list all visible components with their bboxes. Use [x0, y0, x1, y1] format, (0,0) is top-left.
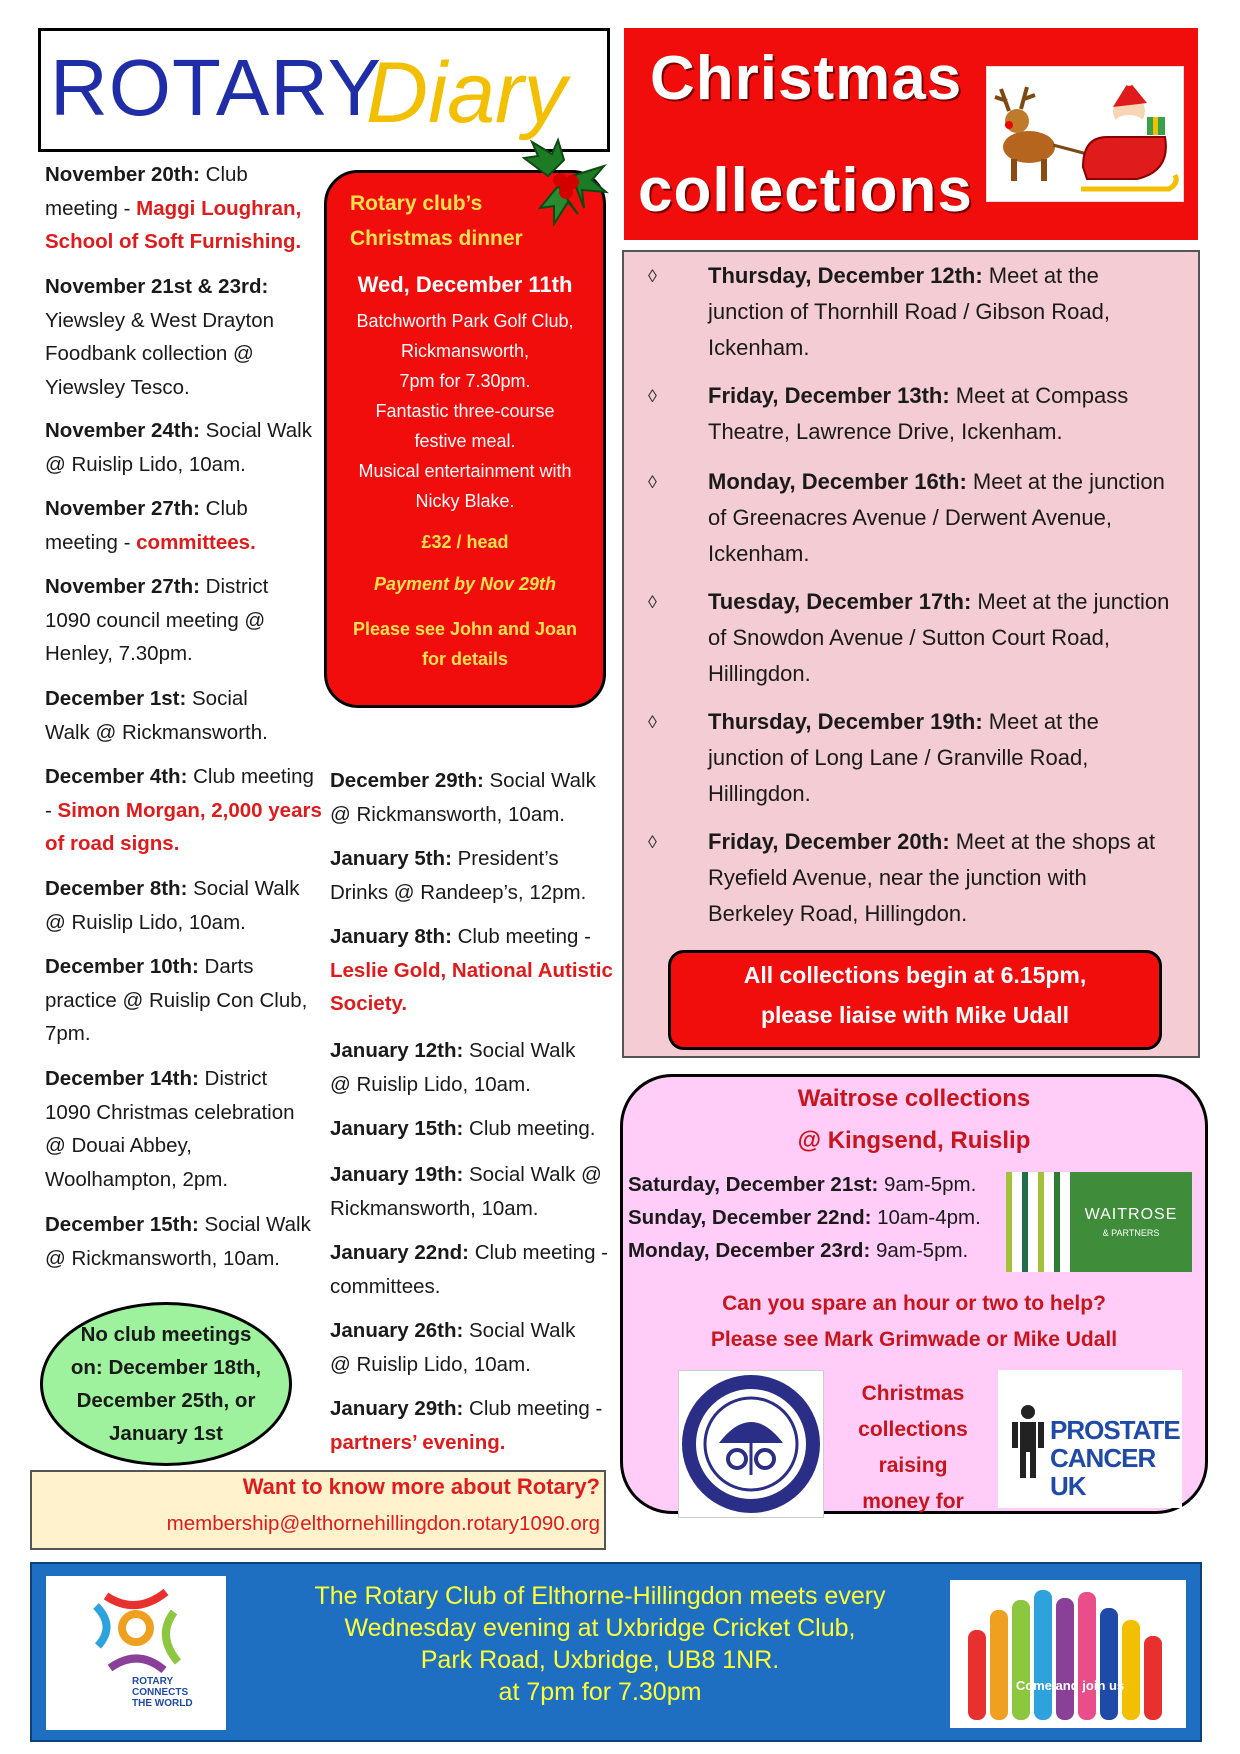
waitrose-logo — [1006, 1172, 1192, 1272]
diary-entry: December 29th: Social Walk @ Rickmansworth, 10am. — [330, 769, 596, 826]
prostate-logo-text: PROSTATE CANCER UK — [1050, 1415, 1180, 1501]
bullet-icon: ◊ — [648, 266, 657, 286]
man-figure-icon — [1010, 1404, 1046, 1480]
diary-entry: December 8th: Social Walk @ Ruislip Lido, 10am. — [45, 877, 300, 934]
collections-notice-line: All collections begin at 6.15pm, — [743, 962, 1087, 988]
diary-entry: January 29th: Club meeting - partners’ evening. — [330, 1397, 603, 1454]
hands-icon — [950, 1580, 1186, 1728]
info-question: Want to know more about Rotary? — [242, 1474, 600, 1499]
diary-entry: December 10th: Darts practice @ Ruislip Con Club, 7pm. — [45, 955, 308, 1045]
collections-title: collections — [638, 156, 973, 225]
dinner-payment: Payment by Nov 29th — [373, 574, 557, 594]
collections-title: Christmas — [650, 44, 963, 113]
diary-entry: December 4th: Club meeting - Simon Morgan, 2,000 years of road signs. — [45, 765, 322, 855]
santa-sleigh-icon — [987, 67, 1183, 201]
diary-entry: November 24th: Social Walk @ Ruislip Lido, 10am. — [45, 419, 312, 476]
waitrose-logo-subtext: & PARTNERS — [1102, 1228, 1160, 1238]
holly-icon — [518, 136, 610, 226]
raising-money-text: Christmas collections raising money for — [858, 1382, 968, 1513]
sobell-hospice-logo — [678, 1370, 824, 1518]
bullet-icon: ◊ — [648, 832, 657, 852]
title-diary: Diary — [366, 45, 567, 141]
rotary-connects-logo — [46, 1576, 226, 1730]
diary-entry: January 22nd: Club meeting - committees. — [330, 1241, 609, 1298]
rotary-logo-text: ROTARY CONNECTS THE WORLD — [132, 1676, 193, 1709]
collection-item: Thursday, December 19th: Meet at the junction of Long Lane / Granville Road, Hillingdon. — [708, 709, 1099, 806]
diary-entry: November 27th: Club meeting - committees. — [45, 497, 256, 554]
footer-text: The Rotary Club of Elthorne-Hillingdon meets every Wednesday evening at Uxbridge Cricket Club, Park Road, Uxbridge, UB8 1NR. at 7pm for 7.30pm — [314, 1582, 886, 1706]
diary-entry: November 21st & 23rd: Yiewsley & West Drayton Foodbank collection @ Yiewsley Tesco. — [45, 275, 274, 399]
diary-entry: December 1st: Social Walk @ Rickmansworth. — [45, 687, 268, 744]
waitrose-day: Sunday, December 22nd: 10am-4pm. — [628, 1206, 981, 1229]
prostate-cancer-uk-logo — [998, 1370, 1182, 1508]
waitrose-title: Waitrose collections @ Kingsend, Ruislip — [797, 1085, 1031, 1154]
rotary-connects-icon — [46, 1576, 226, 1680]
dinner-contact: Please see John and Joan for details — [352, 619, 578, 669]
no-meetings-text: No club meetings on: December 18th, December 25th, or January 1st — [70, 1323, 262, 1445]
sobell-hospice-icon — [679, 1371, 823, 1517]
diary-entry: January 8th: Club meeting - Leslie Gold, National Autistic Society. — [330, 925, 613, 1015]
collection-item: Monday, December 16th: Meet at the junction of Greenacres Avenue / Derwent Avenue, Ickenham. — [708, 469, 1165, 566]
diary-entry: January 15th: Club meeting. — [330, 1117, 596, 1140]
dinner-details: Batchworth Park Golf Club, Rickmansworth, 7pm for 7.30pm. Fantastic three-course festive meal. Musical entertainment with Nicky Blake. — [356, 311, 574, 511]
bullet-icon: ◊ — [648, 592, 657, 612]
waitrose-logo-text: WAITROSE — [1084, 1206, 1178, 1223]
join-us-text: Come and join us — [1015, 1678, 1125, 1693]
diary-entry: January 19th: Social Walk @ Rickmansworth, 10am. — [330, 1163, 602, 1220]
collection-item: Friday, December 13th: Meet at Compass Theatre, Lawrence Drive, Ickenham. — [708, 383, 1129, 444]
diary-entry: November 27th: District 1090 council meeting @ Henley, 7.30pm. — [45, 575, 269, 665]
collection-item: Friday, December 20th: Meet at the shops at Ryefield Avenue, near the junction with Berkeley Road, Hillingdon. — [708, 829, 1156, 926]
info-email-link[interactable]: membership@elthornehillingdon.rotary1090.org — [166, 1512, 600, 1535]
diary-entry: December 15th: Social Walk @ Rickmansworth, 10am. — [45, 1213, 311, 1270]
diary-entry: November 20th: Club meeting - Maggi Loughran, School of Soft Furnishing. — [45, 163, 302, 253]
waitrose-day: Monday, December 23rd: 9am-5pm. — [628, 1239, 969, 1262]
diary-entry: December 14th: District 1090 Christmas celebration @ Douai Abbey, Woolhampton, 2pm. — [45, 1067, 295, 1191]
bullet-icon: ◊ — [648, 712, 657, 732]
bullet-icon: ◊ — [648, 472, 657, 492]
waitrose-day: Saturday, December 21st: 9am-5pm. — [628, 1173, 977, 1196]
dinner-date: Wed, December 11th — [357, 272, 573, 297]
title-rotary: ROTARY — [50, 43, 382, 132]
waitrose-ask: Can you spare an hour or two to help? Please see Mark Grimwade or Mike Udall — [710, 1292, 1118, 1351]
collection-item: Thursday, December 12th: Meet at the junction of Thornhill Road / Gibson Road, Ickenham. — [708, 263, 1110, 360]
diary-entry: January 5th: President’s Drinks @ Randeep’s, 12pm. — [330, 847, 587, 904]
dinner-heading: Rotary club’s Christmas dinner — [350, 192, 523, 250]
diary-entry: January 26th: Social Walk @ Ruislip Lido, 10am. — [330, 1319, 576, 1376]
santa-sleigh-image — [986, 66, 1184, 202]
diary-entry: January 12th: Social Walk @ Ruislip Lido, 10am. — [330, 1039, 576, 1096]
bullet-icon: ◊ — [648, 386, 657, 406]
join-us-hands-image — [950, 1580, 1186, 1728]
collection-item: Tuesday, December 17th: Meet at the junction of Snowdon Avenue / Sutton Court Road, Hillingdon. — [708, 589, 1170, 686]
collections-notice-line: please liaise with Mike Udall — [760, 1002, 1070, 1028]
dinner-price: £32 / head — [421, 532, 509, 552]
